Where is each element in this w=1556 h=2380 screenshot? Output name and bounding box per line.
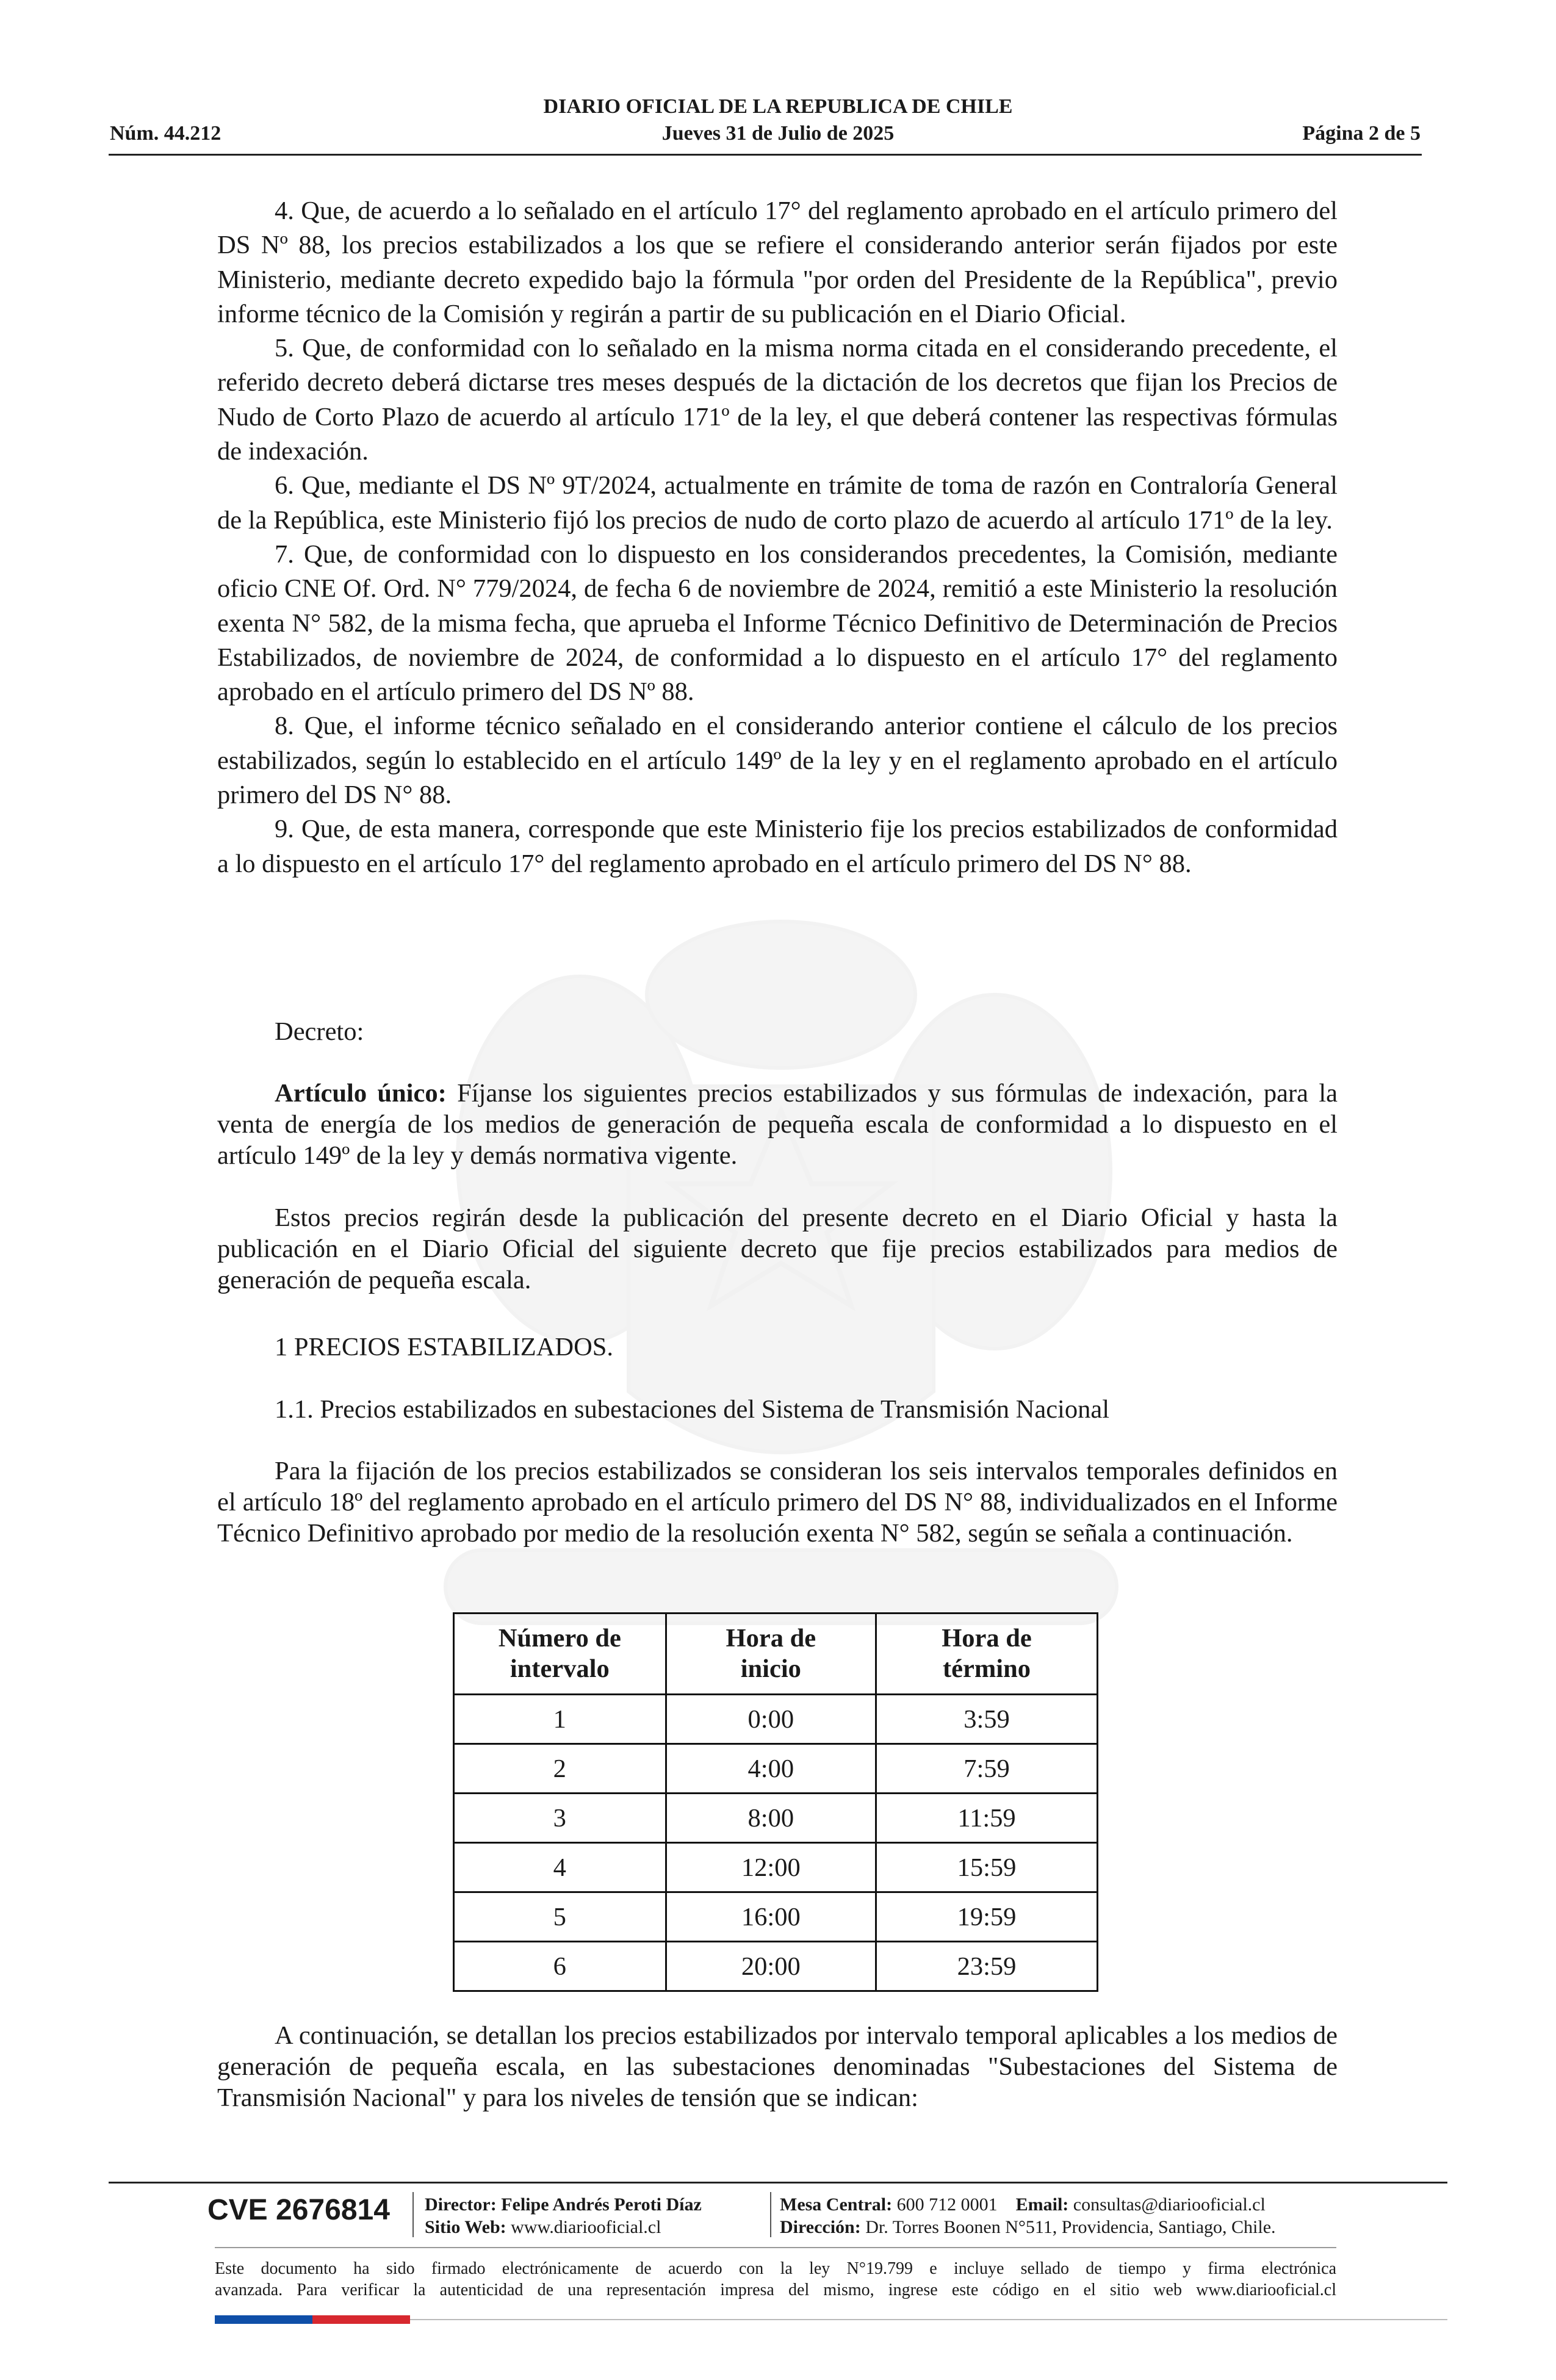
interval-number: 3 bbox=[454, 1794, 666, 1843]
considerando-7: 7. Que, de conformidad con lo dispuesto en los considerandos precedentes, la Comisión, mediante oficio CNE Of. Ord. N° 779/2024, de fecha 6 de noviembre de 2024, remitió a este Ministerio la resolución exenta N° 582, de la misma fecha, que aprueba el Informe Técnico Definitivo de Determinación de Precios Estabilizados, de noviembre de 2024, de conformidad a lo dispuesto en el artículo 17° del reglamento aprobado en el artículo primero del DS Nº 88. bbox=[217, 539, 1338, 707]
email-link[interactable]: consultas@diariooficial.cl bbox=[1073, 2194, 1266, 2215]
interval-number: 4 bbox=[454, 1843, 666, 1892]
mesa-label: Mesa Central: bbox=[780, 2194, 893, 2215]
director-label: Director: bbox=[425, 2194, 497, 2215]
flag-stripe-red bbox=[312, 2315, 410, 2324]
footer-divider bbox=[109, 2182, 1447, 2183]
end-time: 15:59 bbox=[876, 1843, 1098, 1892]
start-time: 20:00 bbox=[666, 1942, 876, 1991]
legal-notice-line-2: avanzada. Para verificar la autenticidad de una representación impresa del mismo, ingrese este código en el sitio web www.diariooficial.cl bbox=[215, 2281, 1336, 2299]
email-label: Email: bbox=[1015, 2194, 1069, 2215]
section-heading-1: 1 PRECIOS ESTABILIZADOS. bbox=[275, 1333, 614, 1361]
interval-number: 1 bbox=[454, 1695, 666, 1744]
interval-number: 2 bbox=[454, 1744, 666, 1794]
flag-stripe-blue bbox=[215, 2315, 312, 2324]
footer-separator bbox=[770, 2192, 771, 2237]
page-number: Página 2 de 5 bbox=[1302, 122, 1421, 145]
vigencia-paragraph: Estos precios regirán desde la publicación del presente decreto en el Diario Oficial y hasta la publicación en el Diario Oficial del siguiente decreto que fije precios estabilizados para medios de generación de pequeña escala. bbox=[217, 1203, 1338, 1294]
decreto-label: Decreto: bbox=[275, 1017, 364, 1046]
newspaper-title: DIARIO OFICIAL DE LA REPUBLICA DE CHILE bbox=[543, 95, 1013, 118]
table-header-row bbox=[454, 1614, 1098, 1695]
issue-date: Jueves 31 de Julio de 2025 bbox=[661, 122, 895, 145]
website-label: Sitio Web: bbox=[425, 2217, 506, 2237]
cve-code: CVE 2676814 bbox=[207, 2194, 390, 2226]
table-intro-paragraph: Para la fijación de los precios estabilizados se consideran los seis intervalos temporales definidos en el artículo 18º del reglamento aprobado en el artículo primero del DS N° 88, individualizados en el Informe Técnico Definitivo aprobado por medio de la resolución exenta N° 582, según se señala a continuación. bbox=[217, 1457, 1338, 1548]
director-name: Felipe Andrés Peroti Díaz bbox=[501, 2194, 702, 2215]
table-row bbox=[454, 1843, 1098, 1892]
address-text: Dr. Torres Boonen N°511, Providencia, Santiago, Chile. bbox=[865, 2217, 1276, 2237]
website-link[interactable]: www.diariooficial.cl bbox=[511, 2217, 661, 2237]
interval-number: 5 bbox=[454, 1892, 666, 1942]
articulo-unico bbox=[217, 1078, 1338, 1171]
start-time: 8:00 bbox=[666, 1794, 876, 1843]
considerando-6: 6. Que, mediante el DS Nº 9T/2024, actualmente en trámite de toma de razón en Contraloría General de la República, este Ministerio fijó los precios de nudo de corto plazo de acuerdo al artículo 171º de la ley. bbox=[217, 471, 1338, 535]
table-row bbox=[454, 1942, 1098, 1991]
header-hora-inicio: Hora de inicio bbox=[666, 1614, 876, 1695]
table-row bbox=[454, 1892, 1098, 1942]
footer-director-block bbox=[425, 2193, 702, 2238]
end-time: 19:59 bbox=[876, 1892, 1098, 1942]
end-time: 23:59 bbox=[876, 1942, 1098, 1991]
footer-separator bbox=[412, 2192, 414, 2237]
considerando-4: 4. Que, de acuerdo a lo señalado en el artículo 17° del reglamento aprobado en el artículo primero del DS Nº 88, los precios estabilizados a los que se refiere el considerando anterior serán fijados por este Ministerio, mediante decreto expedido bajo la fórmula "por orden del Presidente de la República", previo informe técnico de la Comisión y regirán a partir de su publicación en el Diario Oficial. bbox=[217, 197, 1338, 328]
header-numero-intervalo: Número de intervalo bbox=[454, 1614, 666, 1695]
considerando-5: 5. Que, de conformidad con lo señalado en la misma norma citada en el considerando precedente, el referido decreto deberá dictarse tres meses después de la dictación de los decretos que fijan los Precios de Nudo de Corto Plazo de acuerdo al artículo 171º de la ley, el que deberá contener las respectivas fórmulas de indexación. bbox=[217, 334, 1338, 466]
issue-number: Núm. 44.212 bbox=[110, 122, 222, 145]
considerandos-block bbox=[217, 194, 1338, 881]
interval-number: 6 bbox=[454, 1942, 666, 1991]
start-time: 0:00 bbox=[666, 1695, 876, 1744]
start-time: 12:00 bbox=[666, 1843, 876, 1892]
end-time: 7:59 bbox=[876, 1744, 1098, 1794]
considerando-8: 8. Que, el informe técnico señalado en el considerando anterior contiene el cálculo de los precios estabilizados, según lo establecido en el artículo 149º de la ley y en el reglamento aprobado en el artículo primero del DS N° 88. bbox=[217, 712, 1338, 810]
after-table-paragraph: A continuación, se detallan los precios estabilizados por intervalo temporal aplicables a los medios de generación de pequeña escala, en las subestaciones denominadas "Subestaciones del Sistema de Transmisión Nacional" y para los niveles de tensión que se indican: bbox=[217, 2021, 1338, 2112]
mesa-phone: 600 712 0001 bbox=[896, 2194, 998, 2215]
table-row bbox=[454, 1695, 1098, 1744]
header-hora-termino: Hora de término bbox=[876, 1614, 1098, 1695]
table-row bbox=[454, 1794, 1098, 1843]
address-label: Dirección: bbox=[780, 2217, 861, 2237]
legal-notice bbox=[215, 2258, 1336, 2301]
end-time: 3:59 bbox=[876, 1695, 1098, 1744]
section-heading-1-1: 1.1. Precios estabilizados en subestaciones del Sistema de Transmisión Nacional bbox=[275, 1395, 1110, 1424]
header-divider bbox=[109, 154, 1422, 156]
footer-bottom-line bbox=[410, 2319, 1447, 2320]
footer-contact-block bbox=[780, 2193, 1276, 2238]
intervals-table bbox=[453, 1612, 1098, 1992]
footer-divider-thin bbox=[215, 2247, 1336, 2248]
articulo-unico-text: Fíjanse los siguientes precios estabilizados y sus fórmulas de indexación, para la venta de energía de los medios de generación de pequeña escala de conformidad a lo dispuesto en el artículo 149º de la ley y demás normativa vigente. bbox=[217, 1079, 1338, 1170]
articulo-unico-label: Artículo único: bbox=[275, 1079, 447, 1108]
legal-notice-line-1: Este documento ha sido firmado electrónicamente de acuerdo con la ley N°19.799 e incluye sellado de tiempo y firma electrónica bbox=[215, 2259, 1336, 2278]
start-time: 4:00 bbox=[666, 1744, 876, 1794]
table-row bbox=[454, 1744, 1098, 1794]
considerando-9: 9. Que, de esta manera, corresponde que este Ministerio fije los precios estabilizados de conformidad a lo dispuesto en el artículo 17° del reglamento aprobado en el artículo primero del DS N° 88. bbox=[217, 815, 1338, 878]
end-time: 11:59 bbox=[876, 1794, 1098, 1843]
start-time: 16:00 bbox=[666, 1892, 876, 1942]
